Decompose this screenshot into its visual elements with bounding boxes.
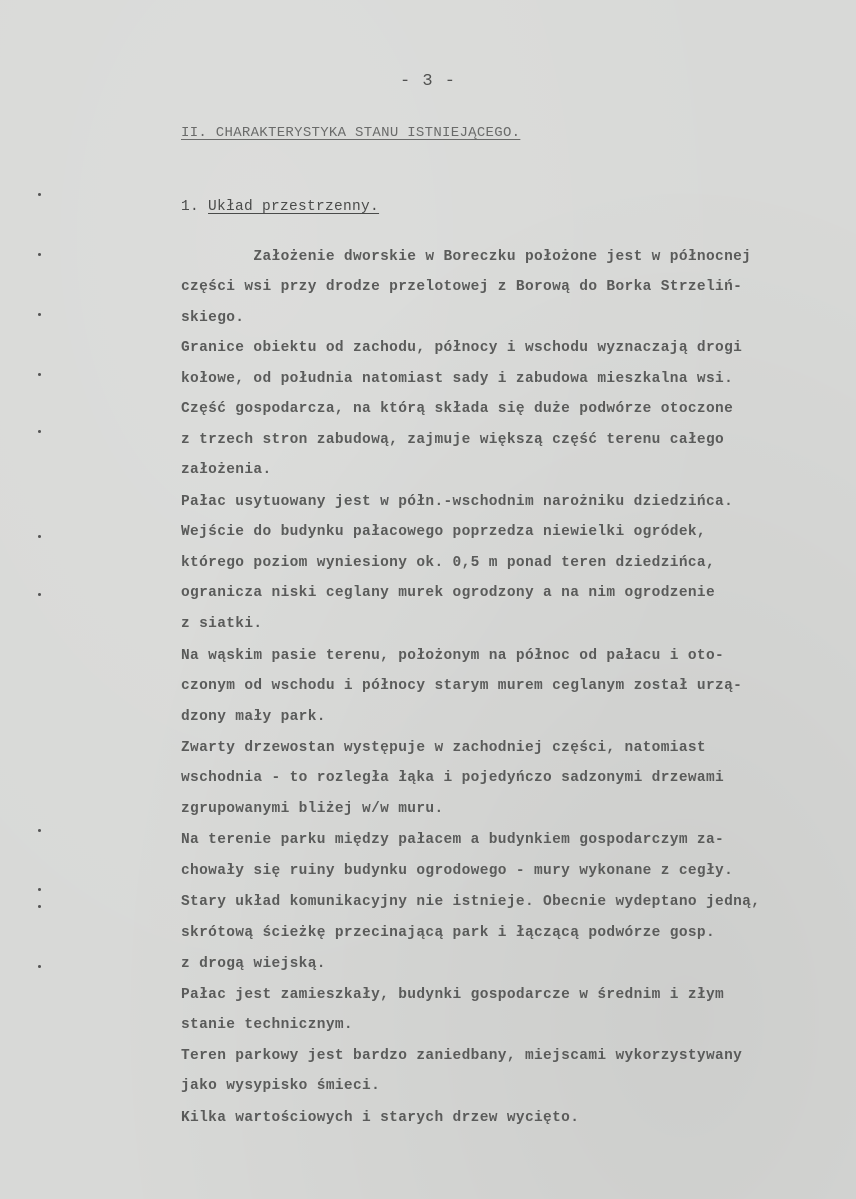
text-line: Założenie dworskie w Boreczku położone jest w północnej bbox=[181, 249, 752, 265]
text-line: którego poziom wyniesiony ok. 0,5 m ponad teren dziedzińca, bbox=[181, 555, 716, 571]
subsection-number: 1. bbox=[181, 199, 200, 215]
margin-mark bbox=[38, 905, 41, 908]
text-line: stanie technicznym. bbox=[181, 1017, 353, 1033]
text-line: Stary układ komunikacyjny nie istnieje. Obecnie wydeptano jedną, bbox=[181, 894, 761, 910]
margin-mark bbox=[38, 253, 41, 256]
text-line: Na wąskim pasie terenu, położonym na północ od pałacu i oto- bbox=[181, 648, 725, 664]
margin-mark bbox=[38, 313, 41, 316]
text-line: zgrupowanymi bliżej w/w muru. bbox=[181, 801, 444, 817]
text-line: Granice obiektu od zachodu, północy i wschodu wyznaczają drogi bbox=[181, 340, 743, 356]
text-line: jako wysypisko śmieci. bbox=[181, 1078, 381, 1094]
text-line: Część gospodarcza, na którą składa się duże podwórze otoczone bbox=[181, 401, 734, 417]
subsection-heading bbox=[181, 199, 379, 215]
text-line: chowały się ruiny budynku ogrodowego - mury wykonane z cegły. bbox=[181, 863, 734, 879]
text-line: Zwarty drzewostan występuje w zachodniej części, natomiast bbox=[181, 740, 706, 756]
text-line: dzony mały park. bbox=[181, 709, 326, 725]
margin-mark bbox=[38, 829, 41, 832]
margin-mark bbox=[38, 430, 41, 433]
text-line: z siatki. bbox=[181, 616, 263, 632]
text-line: skrótową ścieżkę przecinającą park i łączącą podwórze gosp. bbox=[181, 925, 716, 941]
text-line: z drogą wiejską. bbox=[181, 956, 326, 972]
text-line: z trzech stron zabudową, zajmuje większą część terenu całego bbox=[181, 432, 725, 448]
section-title: II. CHARAKTERYSTYKA STANU ISTNIEJĄCEGO. bbox=[181, 125, 521, 141]
margin-mark bbox=[38, 888, 41, 891]
margin-mark bbox=[38, 535, 41, 538]
text-line: ogranicza niski ceglany murek ogrodzony a na nim ogrodzenie bbox=[181, 585, 716, 601]
text-line: Pałac usytuowany jest w półn.-wschodnim narożniku dziedzińca. bbox=[181, 494, 734, 510]
text-line: części wsi przy drodze przelotowej z Borową do Borka Strzeliń- bbox=[181, 279, 743, 295]
margin-mark bbox=[38, 373, 41, 376]
page-number: - 3 - bbox=[399, 72, 456, 91]
text-line: Wejście do budynku pałacowego poprzedza niewielki ogródek, bbox=[181, 524, 706, 540]
text-line: Na terenie parku między pałacem a budynkiem gospodarczym za- bbox=[181, 832, 725, 848]
text-line: skiego. bbox=[181, 310, 245, 326]
text-line: Pałac jest zamieszkały, budynki gospodarcze w średnim i złym bbox=[181, 987, 725, 1003]
margin-mark bbox=[38, 593, 41, 596]
text-line: kołowe, od południa natomiast sady i zabudowa mieszkalna wsi. bbox=[181, 371, 734, 387]
subsection-title: Układ przestrzenny. bbox=[208, 199, 380, 215]
text-line: Kilka wartościowych i starych drzew wycięto. bbox=[181, 1110, 580, 1126]
margin-mark bbox=[38, 193, 41, 196]
text-line: Teren parkowy jest bardzo zaniedbany, miejscami wykorzystywany bbox=[181, 1048, 743, 1064]
text-line: wschodnia - to rozległa łąka i pojedyńczo sadzonymi drzewami bbox=[181, 770, 725, 786]
text-line: czonym od wschodu i północy starym murem ceglanym został urzą- bbox=[181, 678, 743, 694]
text-line: założenia. bbox=[181, 462, 272, 478]
margin-mark bbox=[38, 965, 41, 968]
